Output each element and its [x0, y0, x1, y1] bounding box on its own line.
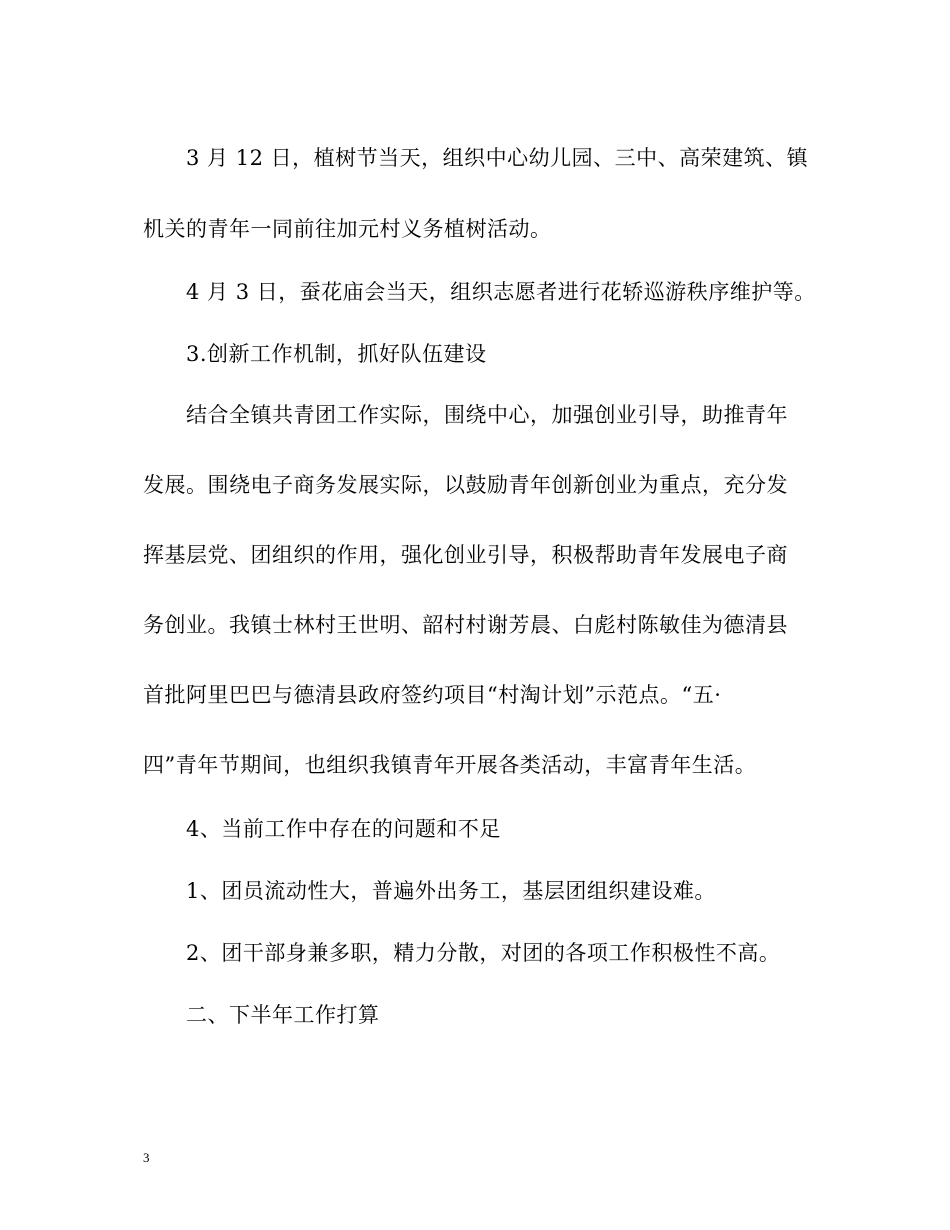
- section-heading: 3.创新工作机制，抓好队伍建设: [186, 342, 487, 366]
- paragraph-line: 挥基层党、团组织的作用，强化创业引导，积极帮助青年发展电子商: [143, 543, 788, 567]
- paragraph-line: 首批阿里巴巴与德清县政府签约项目“村淘计划”示范点。“五·: [143, 683, 722, 707]
- paragraph-line: 发展。围绕电子商务发展实际，以鼓励青年创新创业为重点，充分发: [143, 473, 788, 497]
- paragraph-line: 四”青年节期间，也组织我镇青年开展各类活动，丰富青年生活。: [143, 753, 757, 777]
- section-heading: 二、下半年工作打算: [186, 1003, 380, 1027]
- paragraph-line: 结合全镇共青团工作实际，围绕中心，加强创业引导，助推青年: [186, 403, 788, 427]
- paragraph-line: 3 月 12 日，植树节当天，组织中心幼儿园、三中、高荣建筑、镇: [186, 146, 809, 170]
- paragraph-line: 机关的青年一同前往加元村义务植树活动。: [143, 217, 552, 241]
- list-item: 2、团干部身兼多职，精力分散，对团的各项工作积极性不高。: [186, 941, 781, 965]
- paragraph-line: 务创业。我镇士林村王世明、韶村村谢芳晨、白彪村陈敏佳为德清县: [143, 613, 788, 637]
- page-number: 3: [143, 1150, 150, 1165]
- paragraph-line: 4 月 3 日，蚕花庙会当天，组织志愿者进行花轿巡游秩序维护等。: [186, 280, 816, 304]
- section-heading: 4、当前工作中存在的问题和不足: [186, 817, 501, 841]
- list-item: 1、团员流动性大，普遍外出务工，基层团组织建设难。: [186, 879, 716, 903]
